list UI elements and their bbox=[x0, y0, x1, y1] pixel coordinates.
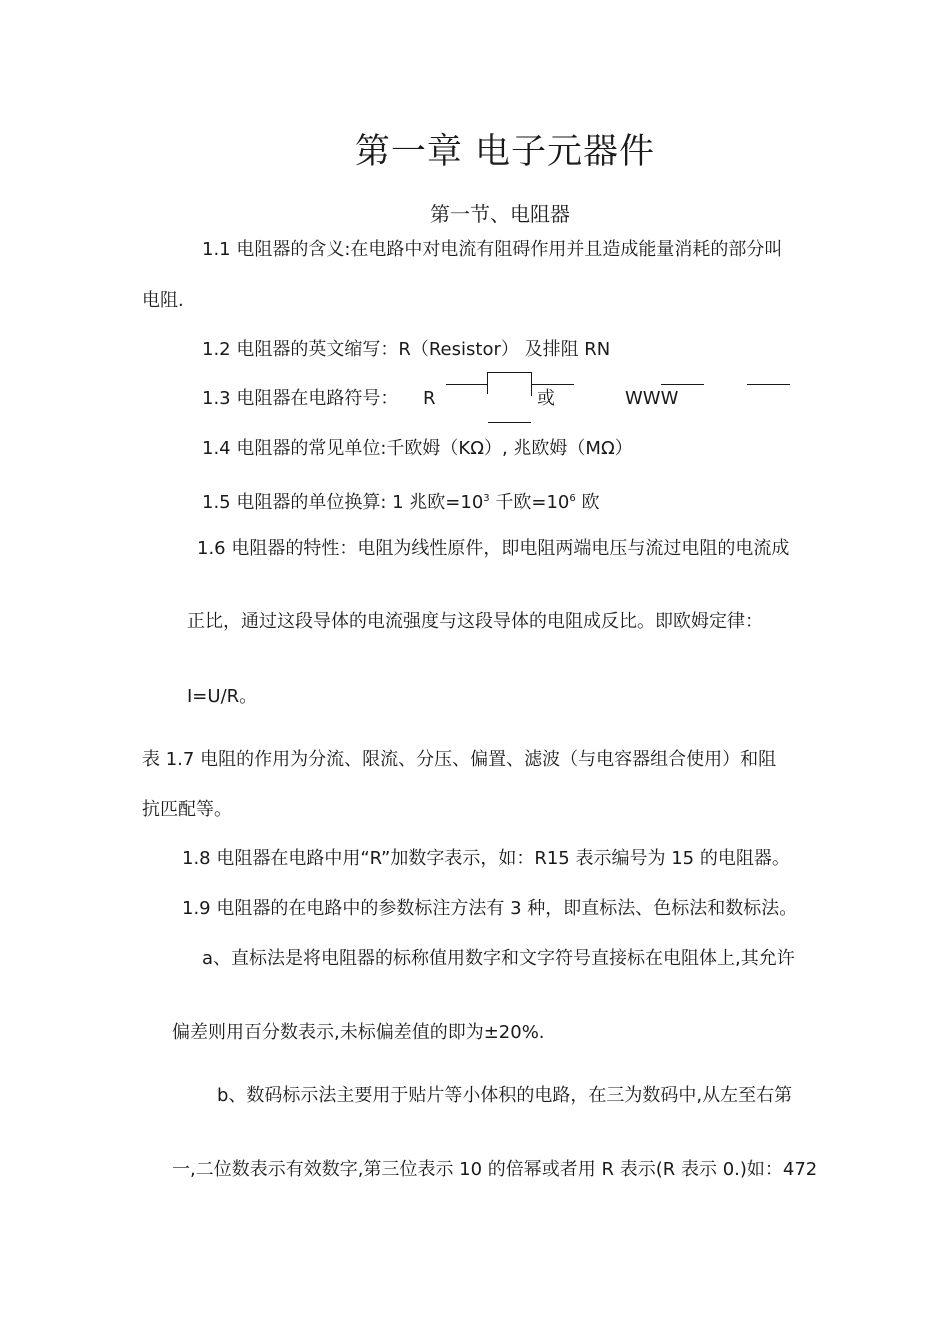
paragraph-1-4: 1.4 电阻器的常见单位:千欧姆（KΩ）, 兆欧姆（MΩ） bbox=[202, 438, 633, 459]
paragraph-b-cont: 一,二位数表示有效数字,第三位表示 10 的倍幂或者用 R 表示(R 表示 0.)如：472 bbox=[172, 1159, 818, 1180]
paragraph-a-cont: 偏差则用百分数表示,未标偏差值的即为±20%. bbox=[172, 1022, 545, 1043]
paragraph-b: b、数码标示法主要用于贴片等小体积的电路，在三为数码中,从左至右第 bbox=[217, 1085, 793, 1106]
unit-conversion-pre: 1.5 电阻器的单位换算: 1 兆欧=10 bbox=[202, 492, 484, 513]
paragraph-1-2: 1.2 电阻器的英文缩写：R（Resistor） 及排阻 RN bbox=[202, 339, 611, 360]
paragraph-1-3: 1.3 电阻器在电路符号： bbox=[202, 388, 399, 409]
paragraph-1-5 bbox=[202, 486, 600, 516]
chapter-title: 第一章 电子元器件 bbox=[354, 132, 656, 172]
exponent-6: 6 bbox=[569, 493, 576, 504]
paragraph-1-9: 1.9 电阻器的在电路中的参数标注方法有 3 种，即直标法、色标法和数标法。 bbox=[182, 898, 798, 919]
unit-conversion-mid: 千欧=10 bbox=[489, 492, 570, 513]
paragraph-1-1: 1.1 电阻器的含义:在电路中对电流有阻碍作用并且造成能量消耗的部分叫 bbox=[202, 239, 783, 260]
symbol-or-text: 或 bbox=[537, 388, 555, 409]
exponent-3: 3 bbox=[483, 493, 490, 504]
paragraph-1-8: 1.8 电阻器在电路中用“R”加数字表示，如：R15 表示编号为 15 的电阻器。 bbox=[182, 848, 790, 869]
symbol-r-label: R bbox=[423, 388, 436, 409]
paragraph-1-6-cont: 正比，通过这段导体的电流强度与这段导体的电阻成反比。即欧姆定律： bbox=[187, 611, 763, 632]
unit-conversion-post: 欧 bbox=[575, 492, 600, 513]
ohms-law: I=U/R。 bbox=[187, 686, 258, 707]
paragraph-1-7-cont: 抗匹配等。 bbox=[142, 799, 232, 820]
section-title: 第一节、电阻器 bbox=[430, 202, 570, 226]
paragraph-a: a、直标法是将电阻器的标称值用数字和文字符号直接标在电阻体上,其允许 bbox=[202, 948, 795, 969]
symbol-www-text: WWW bbox=[625, 388, 679, 409]
paragraph-1-1-cont: 电阻. bbox=[142, 290, 184, 311]
paragraph-1-7: 表 1.7 电阻的作用为分流、限流、分压、偏置、滤波（与电容器组合使用）和阻 bbox=[142, 749, 777, 770]
paragraph-1-6: 1.6 电阻器的特性：电阻为线性原件，即电阻两端电压与流过电阻的电流成 bbox=[197, 538, 790, 559]
